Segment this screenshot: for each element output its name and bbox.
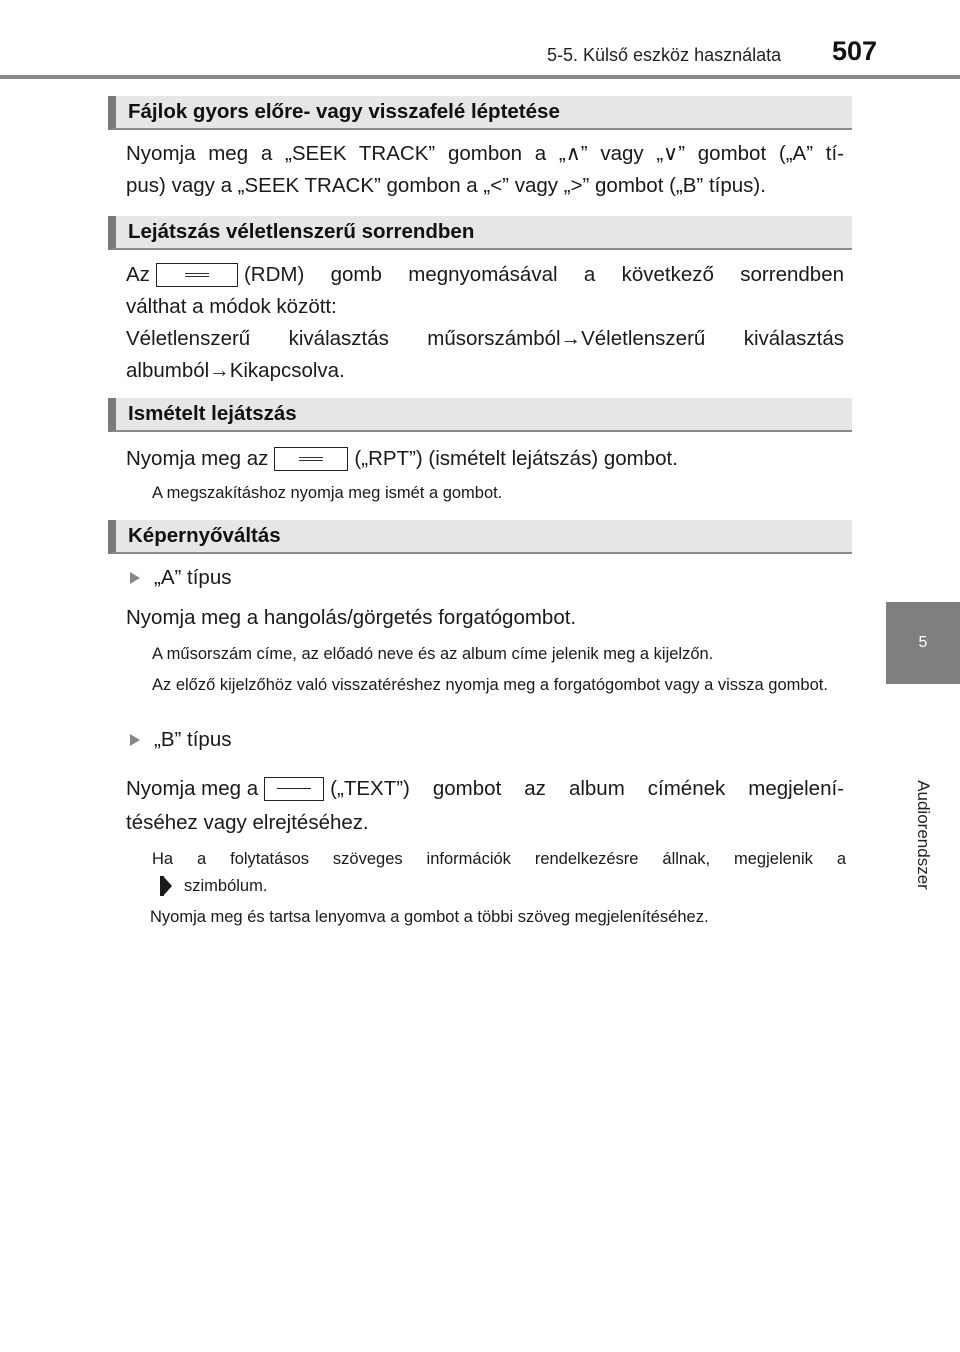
rpt-button-icon xyxy=(274,447,348,471)
type-a-label: „A” típus xyxy=(154,566,232,589)
note-type-b-1: Ha a folytatásos szöveges információk rendelkezésre állnak, megjelenik a xyxy=(152,850,846,868)
header-rule xyxy=(0,75,960,79)
section-heading-repeat xyxy=(108,398,852,432)
paragraph-type-b-line2: téséhez vagy elrejtéséhez. xyxy=(126,811,369,834)
chapter-tab-number: 5 xyxy=(918,634,928,651)
section-heading-seek xyxy=(108,96,852,130)
paragraph-random-line3: Véletlenszerű kiválasztás műsorszámból→Véletlenszerű kiválasztás xyxy=(126,327,844,350)
text-fragment: Nyomja meg az xyxy=(126,447,269,470)
section-title: Lejátszás véletlenszerű sorrendben xyxy=(128,220,475,243)
paragraph-random-line4: albumból→Kikapcsolva. xyxy=(126,359,345,382)
note-type-a-2: Az előző kijelzőhöz való visszatéréshez nyomja meg a forgatógombot vagy a vissza gombot. xyxy=(152,676,828,694)
text-fragment: (RDM) gomb megnyomásával a következő sorrendben xyxy=(243,263,844,286)
section-title: Ismételt lejátszás xyxy=(128,402,297,425)
paragraph-random-line2: válthat a módok között: xyxy=(126,295,337,318)
chapter-tab-label: Audiorendszer xyxy=(914,780,933,890)
text-fragment: szimbólum. xyxy=(184,877,268,895)
triangle-bullet-icon xyxy=(130,734,140,746)
page-number: 507 xyxy=(832,36,878,66)
paragraph-type-b-line1 xyxy=(126,773,844,805)
text-fragment: („TEXT”) gombot az album címének megjelení- xyxy=(330,777,844,800)
paragraph-random-line1 xyxy=(126,259,844,291)
paragraph-type-a: Nyomja meg a hangolás/görgetés forgatógombot. xyxy=(126,606,577,629)
note-repeat: A megszakításhoz nyomja meg ismét a gombot. xyxy=(152,484,503,502)
text-fragment: Az xyxy=(126,263,150,286)
text-fragment: Nyomja meg a xyxy=(126,777,259,800)
paragraph-seek-line1: Nyomja meg a „SEEK TRACK” gombon a „∧” vagy „∨” gombot („A” tí- xyxy=(126,142,844,165)
paragraph-seek-line2: pus) vagy a „SEEK TRACK” gombon a „<” vagy „>” gombot („B” típus). xyxy=(126,174,766,197)
section-heading-display xyxy=(108,520,852,554)
note-type-b-2: Nyomja meg és tartsa lenyomva a gombot a többi szöveg megjelenítéséhez. xyxy=(150,908,709,926)
section-title: Képernyőváltás xyxy=(128,524,281,547)
section-title: Fájlok gyors előre- vagy visszafelé léptetése xyxy=(128,100,560,123)
section-heading-random xyxy=(108,216,852,250)
paragraph-repeat xyxy=(126,443,844,475)
type-b-label: „B” típus xyxy=(154,728,232,751)
triangle-bullet-icon xyxy=(130,572,140,584)
text-fragment: („RPT”) (ismételt lejátszás) gombot. xyxy=(354,447,678,470)
continuation-arrow-icon xyxy=(160,875,174,897)
note-type-b-1b xyxy=(160,875,854,897)
type-a-heading xyxy=(130,566,231,590)
running-header-section: 5-5. Külső eszköz használata xyxy=(547,45,782,65)
rdm-button-icon xyxy=(156,263,238,287)
note-type-a-1: A műsorszám címe, az előadó neve és az album címe jelenik meg a kijelzőn. xyxy=(152,645,714,663)
chapter-tab xyxy=(886,602,960,684)
type-b-heading xyxy=(130,728,231,752)
text-button-icon xyxy=(264,777,324,801)
